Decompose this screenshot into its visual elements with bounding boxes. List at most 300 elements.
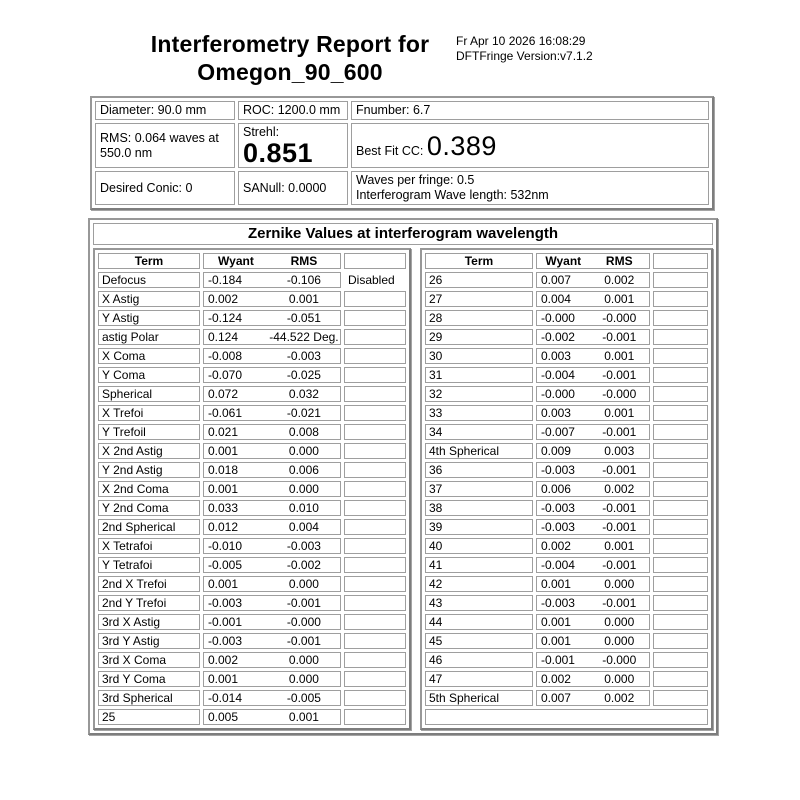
zernike-row <box>425 633 708 649</box>
term-cell: Y Astig <box>98 310 200 326</box>
note-header <box>653 253 708 269</box>
zernike-row <box>98 614 406 630</box>
zernike-row <box>98 310 406 326</box>
note-cell <box>344 671 406 687</box>
note-cell <box>344 557 406 573</box>
term-cell: 46 <box>425 652 533 668</box>
rms-value: -0.001 <box>602 463 637 477</box>
zernike-row <box>425 443 708 459</box>
wyant-value: 0.001 <box>208 444 239 458</box>
note-cell <box>653 595 708 611</box>
term-header: Term <box>98 253 200 269</box>
term-cell: 43 <box>425 595 533 611</box>
values-cell <box>536 348 650 364</box>
note-cell <box>653 538 708 554</box>
term-cell: 41 <box>425 557 533 573</box>
rms-value: -0.021 <box>286 406 321 420</box>
wyant-value: 0.006 <box>540 482 571 496</box>
values-cell <box>203 481 341 497</box>
values-cell <box>536 633 650 649</box>
wyant-header: Wyant <box>218 254 254 268</box>
diameter-cell: Diameter: 90.0 mm <box>95 101 235 120</box>
term-cell: 3rd Y Astig <box>98 633 200 649</box>
rms-value: 0.002 <box>604 482 635 496</box>
wyant-value: -0.001 <box>208 615 243 629</box>
wyant-value: -0.184 <box>208 273 243 287</box>
term-cell: 38 <box>425 500 533 516</box>
strehl-value: 0.851 <box>243 138 314 168</box>
zernike-row <box>425 538 708 554</box>
wyant-value: 0.002 <box>208 292 239 306</box>
note-header <box>344 253 406 269</box>
zernike-section <box>88 218 718 735</box>
rms-value: -0.000 <box>602 311 637 325</box>
values-cell <box>536 481 650 497</box>
rms-value: 0.004 <box>288 520 319 534</box>
note-cell <box>344 291 406 307</box>
wyant-value: 0.003 <box>540 349 571 363</box>
zernike-row <box>98 291 406 307</box>
term-cell: X 2nd Coma <box>98 481 200 497</box>
wyant-value: 0.003 <box>540 406 571 420</box>
wyant-value: -0.070 <box>208 368 243 382</box>
zernike-row <box>98 538 406 554</box>
term-cell: 25 <box>98 709 200 725</box>
rms-value: 0.000 <box>288 672 319 686</box>
note-cell <box>344 367 406 383</box>
rms-value: 0.003 <box>604 444 635 458</box>
values-cell <box>203 519 341 535</box>
note-cell <box>653 690 708 706</box>
zernike-row <box>425 424 708 440</box>
values-cell <box>536 462 650 478</box>
page-title-line1: Interferometry Report for <box>150 31 430 57</box>
note-cell <box>344 538 406 554</box>
rms-value: -0.001 <box>602 330 637 344</box>
values-cell <box>536 443 650 459</box>
wyant-value: 0.001 <box>540 577 571 591</box>
term-cell: 2nd Y Trefoi <box>98 595 200 611</box>
term-cell: 32 <box>425 386 533 402</box>
note-cell <box>344 614 406 630</box>
wyant-value: 0.001 <box>208 672 239 686</box>
values-cell <box>536 291 650 307</box>
term-cell: 29 <box>425 329 533 345</box>
values-cell <box>203 386 341 402</box>
rms-value: 0.000 <box>604 615 635 629</box>
page-title <box>90 30 490 86</box>
term-cell: Y Tetrafoi <box>98 557 200 573</box>
wyant-value: -0.005 <box>208 558 243 572</box>
note-cell <box>344 462 406 478</box>
wyant-value: 0.001 <box>540 634 571 648</box>
term-cell: X Trefoi <box>98 405 200 421</box>
zernike-row <box>98 595 406 611</box>
zernike-row <box>425 519 708 535</box>
values-cell <box>203 405 341 421</box>
rms-value: -0.001 <box>602 520 637 534</box>
rms-value: 0.000 <box>604 634 635 648</box>
term-cell: 36 <box>425 462 533 478</box>
zernike-row <box>425 595 708 611</box>
term-cell: 37 <box>425 481 533 497</box>
note-cell <box>653 519 708 535</box>
term-cell: Y 2nd Coma <box>98 500 200 516</box>
note-cell <box>653 367 708 383</box>
term-cell: 27 <box>425 291 533 307</box>
values-cell <box>536 500 650 516</box>
summary-table <box>90 96 714 210</box>
rms-value: -0.001 <box>286 596 321 610</box>
rms-header: RMS <box>605 254 633 268</box>
note-cell <box>344 576 406 592</box>
term-cell: 4th Spherical <box>425 443 533 459</box>
note-cell <box>344 348 406 364</box>
wyant-value: 0.012 <box>208 520 239 534</box>
term-cell: 44 <box>425 614 533 630</box>
note-cell <box>653 557 708 573</box>
values-cell <box>536 386 650 402</box>
note-cell <box>653 405 708 421</box>
term-cell: 45 <box>425 633 533 649</box>
wyant-value: -0.124 <box>208 311 243 325</box>
rms-value: -0.001 <box>286 634 321 648</box>
rms-value: 0.000 <box>604 672 635 686</box>
rms-value: -0.001 <box>602 596 637 610</box>
zernike-row <box>98 633 406 649</box>
rms-value: 0.001 <box>288 710 319 724</box>
values-cell <box>536 671 650 687</box>
zernike-row <box>425 671 708 687</box>
zernike-row <box>425 690 708 706</box>
wyant-value: 0.007 <box>540 273 571 287</box>
wyant-value: 0.004 <box>540 292 571 306</box>
report-meta <box>456 34 593 64</box>
report-datetime: Fr Apr 10 2026 16:08:29 <box>456 34 586 48</box>
wyant-value: -0.002 <box>540 330 575 344</box>
values-header-cell <box>203 253 341 269</box>
wyant-value: 0.005 <box>208 710 239 724</box>
rms-value: -44.522 Deg. <box>269 330 339 344</box>
wyant-value: -0.004 <box>540 368 575 382</box>
zernike-row <box>98 519 406 535</box>
wyant-value: 0.009 <box>540 444 571 458</box>
wyant-value: -0.003 <box>540 520 575 534</box>
rms-value: 0.010 <box>288 501 319 515</box>
note-cell <box>344 405 406 421</box>
note-cell <box>653 386 708 402</box>
zernike-row <box>98 348 406 364</box>
zernike-row <box>98 671 406 687</box>
zernike-header-row <box>425 253 708 269</box>
zernike-row <box>98 500 406 516</box>
term-header: Term <box>425 253 533 269</box>
note-cell <box>344 519 406 535</box>
note-cell <box>653 291 708 307</box>
wyant-value: 0.002 <box>540 672 571 686</box>
fringe-info-cell <box>351 171 709 205</box>
note-cell <box>344 481 406 497</box>
wyant-value: 0.072 <box>208 387 239 401</box>
wyant-value: -0.003 <box>540 596 575 610</box>
values-cell <box>203 576 341 592</box>
term-cell: 47 <box>425 671 533 687</box>
rms-value: 0.032 <box>288 387 319 401</box>
zernike-row <box>98 576 406 592</box>
zernike-table-right <box>420 248 713 730</box>
note-cell <box>344 310 406 326</box>
values-cell <box>203 367 341 383</box>
note-cell <box>653 272 708 288</box>
summary-row-1 <box>95 101 709 120</box>
values-cell <box>536 576 650 592</box>
term-cell: 2nd Spherical <box>98 519 200 535</box>
term-cell: 26 <box>425 272 533 288</box>
term-cell: Y Trefoil <box>98 424 200 440</box>
note-cell <box>653 310 708 326</box>
wyant-value: -0.003 <box>208 634 243 648</box>
term-cell: Y Coma <box>98 367 200 383</box>
summary-row-3 <box>95 171 709 205</box>
zernike-row <box>425 481 708 497</box>
term-cell: 33 <box>425 405 533 421</box>
values-cell <box>203 443 341 459</box>
wyant-value: -0.000 <box>540 387 575 401</box>
values-cell <box>536 272 650 288</box>
values-cell <box>536 405 650 421</box>
desired-conic-cell: Desired Conic: 0 <box>95 171 235 205</box>
rms-value: 0.008 <box>288 425 319 439</box>
zernike-header-row <box>98 253 406 269</box>
zernike-row <box>98 272 406 288</box>
values-cell <box>536 310 650 326</box>
zernike-row <box>425 462 708 478</box>
note-cell <box>344 443 406 459</box>
rms-value: -0.000 <box>602 653 637 667</box>
note-cell <box>653 481 708 497</box>
rms-value: -0.000 <box>602 387 637 401</box>
values-cell <box>203 652 341 668</box>
zernike-row <box>425 652 708 668</box>
wyant-value: -0.003 <box>208 596 243 610</box>
note-cell <box>344 709 406 725</box>
wyant-value: 0.007 <box>540 691 571 705</box>
values-cell <box>203 595 341 611</box>
zernike-row <box>425 367 708 383</box>
wyant-value: -0.003 <box>540 501 575 515</box>
zernike-columns <box>93 248 713 730</box>
term-cell: astig Polar <box>98 329 200 345</box>
term-cell: 42 <box>425 576 533 592</box>
values-cell <box>536 652 650 668</box>
blank-row <box>425 709 708 725</box>
term-cell: X 2nd Astig <box>98 443 200 459</box>
term-cell: 5th Spherical <box>425 690 533 706</box>
values-cell <box>203 538 341 554</box>
note-cell <box>653 500 708 516</box>
values-cell <box>203 614 341 630</box>
values-cell <box>536 424 650 440</box>
wyant-value: -0.000 <box>540 311 575 325</box>
strehl-label: Strehl: <box>243 125 280 139</box>
values-cell <box>536 538 650 554</box>
note-cell <box>653 614 708 630</box>
rms-value: 0.000 <box>288 653 319 667</box>
zernike-row <box>98 462 406 478</box>
note-cell <box>653 576 708 592</box>
wyant-value: 0.001 <box>540 615 571 629</box>
rms-value: -0.001 <box>602 501 637 515</box>
rms-value: -0.003 <box>286 349 321 363</box>
wyant-value: 0.002 <box>540 539 571 553</box>
values-cell <box>203 709 341 725</box>
software-version: DFTFringe Version:v7.1.2 <box>456 49 593 63</box>
zernike-title: Zernike Values at interferogram wavelength <box>93 223 713 245</box>
values-cell <box>203 690 341 706</box>
zernike-row <box>425 310 708 326</box>
note-cell <box>653 443 708 459</box>
term-cell: 3rd X Astig <box>98 614 200 630</box>
term-cell: Defocus <box>98 272 200 288</box>
term-cell: Y 2nd Astig <box>98 462 200 478</box>
note-cell <box>653 633 708 649</box>
term-cell: X Astig <box>98 291 200 307</box>
page-title-line2: Omegon_90_600 <box>197 59 383 85</box>
values-cell <box>203 557 341 573</box>
rms-value: -0.001 <box>602 368 637 382</box>
zernike-row <box>98 690 406 706</box>
zernike-row <box>425 291 708 307</box>
term-cell: 3rd Spherical <box>98 690 200 706</box>
rms-value: -0.002 <box>286 558 321 572</box>
values-cell <box>203 310 341 326</box>
term-cell: 30 <box>425 348 533 364</box>
zernike-row <box>98 424 406 440</box>
rms-value: 0.002 <box>604 691 635 705</box>
wyant-value: -0.001 <box>540 653 575 667</box>
rms-cell: RMS: 0.064 waves at 550.0 nm <box>95 123 235 168</box>
zernike-row <box>425 576 708 592</box>
sanull-cell: SANull: 0.0000 <box>238 171 348 205</box>
zernike-row <box>425 557 708 573</box>
term-cell: 31 <box>425 367 533 383</box>
term-cell: 28 <box>425 310 533 326</box>
rms-value: 0.000 <box>288 482 319 496</box>
note-cell: Disabled <box>344 272 406 288</box>
values-cell <box>203 671 341 687</box>
rms-value: -0.005 <box>286 691 321 705</box>
wyant-value: -0.004 <box>540 558 575 572</box>
term-cell: Spherical <box>98 386 200 402</box>
zernike-row <box>98 557 406 573</box>
note-cell <box>653 348 708 364</box>
values-cell <box>203 291 341 307</box>
note-cell <box>653 462 708 478</box>
note-cell <box>344 386 406 402</box>
rms-value: 0.001 <box>604 406 635 420</box>
zernike-row <box>98 386 406 402</box>
rms-value: 0.000 <box>288 577 319 591</box>
waves-per-fringe: Waves per fringe: 0.5 <box>356 173 475 187</box>
zernike-row <box>98 481 406 497</box>
values-cell <box>536 595 650 611</box>
bestfit-cc-value: 0.389 <box>426 130 497 161</box>
zernike-row <box>425 329 708 345</box>
values-cell <box>203 462 341 478</box>
wyant-header: Wyant <box>545 254 582 268</box>
wyant-value: 0.021 <box>208 425 239 439</box>
wyant-value: -0.007 <box>540 425 575 439</box>
note-cell <box>344 329 406 345</box>
roc-cell: ROC: 1200.0 mm <box>238 101 348 120</box>
zernike-row <box>425 348 708 364</box>
zernike-table-left <box>93 248 411 730</box>
values-cell <box>536 557 650 573</box>
zernike-row <box>98 443 406 459</box>
zernike-row <box>98 367 406 383</box>
interferogram-wavelength: Interferogram Wave length: 532nm <box>356 188 549 202</box>
fnumber-cell: Fnumber: 6.7 <box>351 101 709 120</box>
rms-value: 0.000 <box>288 444 319 458</box>
term-cell: X Coma <box>98 348 200 364</box>
wyant-value: 0.018 <box>208 463 239 477</box>
rms-value: 0.001 <box>288 292 319 306</box>
term-cell: 2nd X Trefoi <box>98 576 200 592</box>
wyant-value: -0.003 <box>540 463 575 477</box>
term-cell: X Tetrafoi <box>98 538 200 554</box>
zernike-row <box>98 709 406 725</box>
note-cell <box>344 595 406 611</box>
zernike-row <box>98 405 406 421</box>
term-cell: 3rd Y Coma <box>98 671 200 687</box>
term-cell: 40 <box>425 538 533 554</box>
values-cell <box>203 424 341 440</box>
note-cell <box>653 652 708 668</box>
values-cell <box>203 348 341 364</box>
values-cell <box>203 272 341 288</box>
note-cell <box>344 424 406 440</box>
note-cell <box>653 671 708 687</box>
bestfit-cc-label: Best Fit CC: <box>356 143 424 158</box>
wyant-value: 0.033 <box>208 501 239 515</box>
rms-value: -0.051 <box>286 311 321 325</box>
values-header-cell <box>536 253 650 269</box>
wyant-value: -0.010 <box>208 539 243 553</box>
rms-value: 0.001 <box>604 292 635 306</box>
rms-value: 0.000 <box>604 577 635 591</box>
rms-value: -0.003 <box>286 539 321 553</box>
note-cell <box>653 329 708 345</box>
note-cell <box>344 500 406 516</box>
rms-value: 0.001 <box>604 539 635 553</box>
wyant-value: 0.001 <box>208 482 239 496</box>
blank-cell <box>425 709 708 725</box>
values-cell <box>536 329 650 345</box>
wyant-value: -0.014 <box>208 691 243 705</box>
zernike-row <box>425 405 708 421</box>
zernike-row <box>425 386 708 402</box>
strehl-cell <box>238 123 348 168</box>
rms-value: -0.000 <box>286 615 321 629</box>
values-cell <box>203 500 341 516</box>
values-cell <box>203 329 341 345</box>
values-cell <box>536 690 650 706</box>
wyant-value: 0.124 <box>208 330 239 344</box>
rms-value: 0.002 <box>604 273 635 287</box>
term-cell: 34 <box>425 424 533 440</box>
note-cell <box>344 633 406 649</box>
zernike-row <box>98 329 406 345</box>
